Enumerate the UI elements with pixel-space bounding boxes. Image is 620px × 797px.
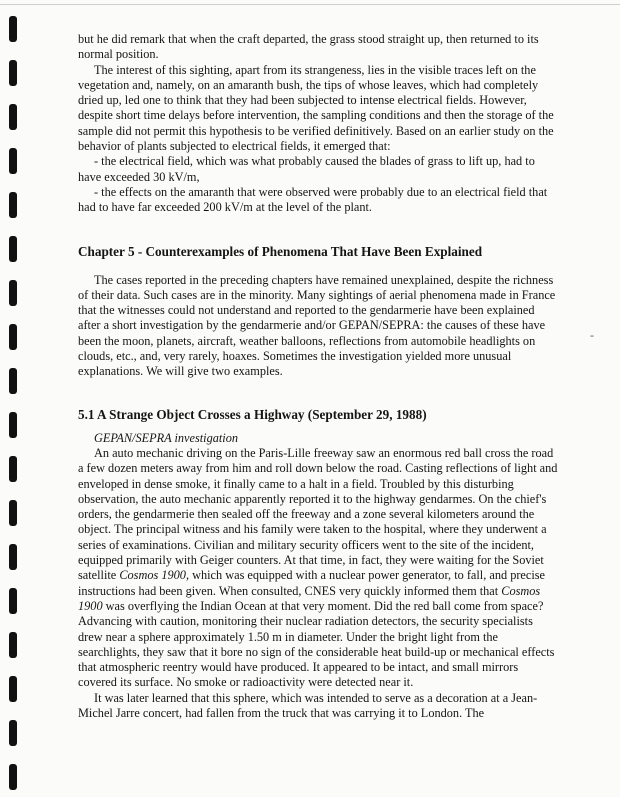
binder-hole xyxy=(9,676,17,702)
binder-hole xyxy=(9,764,17,790)
satellite-name: Cosmos 1900, xyxy=(119,568,190,583)
stray-mark: - xyxy=(590,328,594,342)
binder-hole xyxy=(9,588,17,614)
binder-hole xyxy=(9,104,17,130)
binder-hole xyxy=(9,412,17,438)
text-run: An auto mechanic driving on the Paris-Lille freeway saw an enormous red ball cross the road a few dozen meters away from him and roll down below the road. Casting reflections of light and enveloped in dense smoke, it finally came to a halt in a field. Troubled by this disturbing observation, the auto mechanic apparently reported it to the highway gendarmes. On the chief's orders, the gendarmerie then sealed off the freeway and a zone several kilometers around the object. The principal witness and his family were taken to the hospital, where they underwent a series of examinations. Civilian and military security officers went to the site of the incident, equipped primarily with Geiger counters. At that time, in fact, they were waiting for the Soviet satellite xyxy=(78,445,558,583)
binder-hole xyxy=(9,280,17,306)
chapter-heading: Chapter 5 - Counterexamples of Phenomena That Have Been Explained xyxy=(78,243,483,259)
binder-hole xyxy=(9,456,17,482)
text-run: which was equipped with a nuclear power generator, to fall, and precise instructions had been given. When consulted, CNES very quickly informed them that xyxy=(78,568,546,598)
binder-hole xyxy=(9,192,17,218)
binder-hole xyxy=(9,324,17,350)
paragraph-concert-explanation: It was later learned that this sphere, which was intended to serve as a decoration at a Jean-Michel Jarre concert, had fallen from the truck that was carrying it to London. The xyxy=(78,690,538,720)
binder-hole xyxy=(9,720,17,746)
satellite-name: Cosmos 1900 xyxy=(78,583,541,613)
binder-hole xyxy=(9,632,17,658)
binder-hole xyxy=(9,236,17,262)
paragraph-chapter-intro: The cases reported in the preceding chapters have remained unexplained, despite the richness of their data. Such cases are in the minority. Many sightings of aerial phenomena made in France that the witnesses could not understand and reported to the gendarmerie have been explained after a short investigation by the gendarmerie and/or GEPAN/SEPRA: the causes of these have been the moon, planets, aircraft, weather balloons, reflections from automobile headlights on clouds, etc., and, very rarely, hoaxes. Sometimes the investigation yielded more unusual explanations. We will give two examples. xyxy=(78,272,556,379)
top-edge-line xyxy=(0,4,620,5)
binder-hole xyxy=(9,368,17,394)
binder-holes xyxy=(0,0,24,797)
paragraph-sighting-interest: The interest of this sighting, apart from its strangeness, lies in the visible traces left on the vegetation and, namely, on an amaranth bush, the tips of whose leaves, which had completely dried up, led one to think that they had been subjected to intense electrical fields. However, despite short time delays before intervention, the sampling conditions and then the storage of the sample did not permit this hypothesis to be verified definitively. Based on an earlier study on the behavior of plants subjected to electrical fields, it emerged that: xyxy=(78,62,554,154)
document-body xyxy=(78,32,560,721)
bullet-amaranth-effects: - the effects on the amaranth that were observed were probably due to an electrical field that had to have far exceeded 200 kV/m at the level of the plant. xyxy=(78,184,548,215)
binder-hole xyxy=(9,544,17,570)
section-heading: 5.1 A Strange Object Crosses a Highway (September 29, 1988) xyxy=(78,406,427,422)
investigation-subheading: GEPAN/SEPRA investigation xyxy=(94,430,239,445)
binder-hole xyxy=(9,148,17,174)
binder-hole xyxy=(9,500,17,526)
paragraph-red-ball xyxy=(78,446,560,691)
binder-hole xyxy=(9,16,17,42)
paragraph-continuation: but he did remark that when the craft departed, the grass stood straight up, then returned to its normal position. xyxy=(78,32,539,62)
binder-hole xyxy=(9,60,17,86)
bullet-electrical-field: - the electrical field, which was what probably caused the blades of grass to lift up, had to have exceeded 30 kV/m, xyxy=(78,154,535,184)
text-run: was overflying the Indian Ocean at that very moment. Did the red ball come from space? Advancing with caution, monitoring their nuclear radiation detectors, the security specialists drew near a sphere approximately 1.50 m in diameter. Under the bright light from the searchlights, they saw that it bore no sign of the considerable heat build-up or mechanical effects that atmospheric reentry would have produced. It appeared to be intact, and small mirrors covered its surface. No smoke or radioactivity were detected near it. xyxy=(78,598,555,690)
